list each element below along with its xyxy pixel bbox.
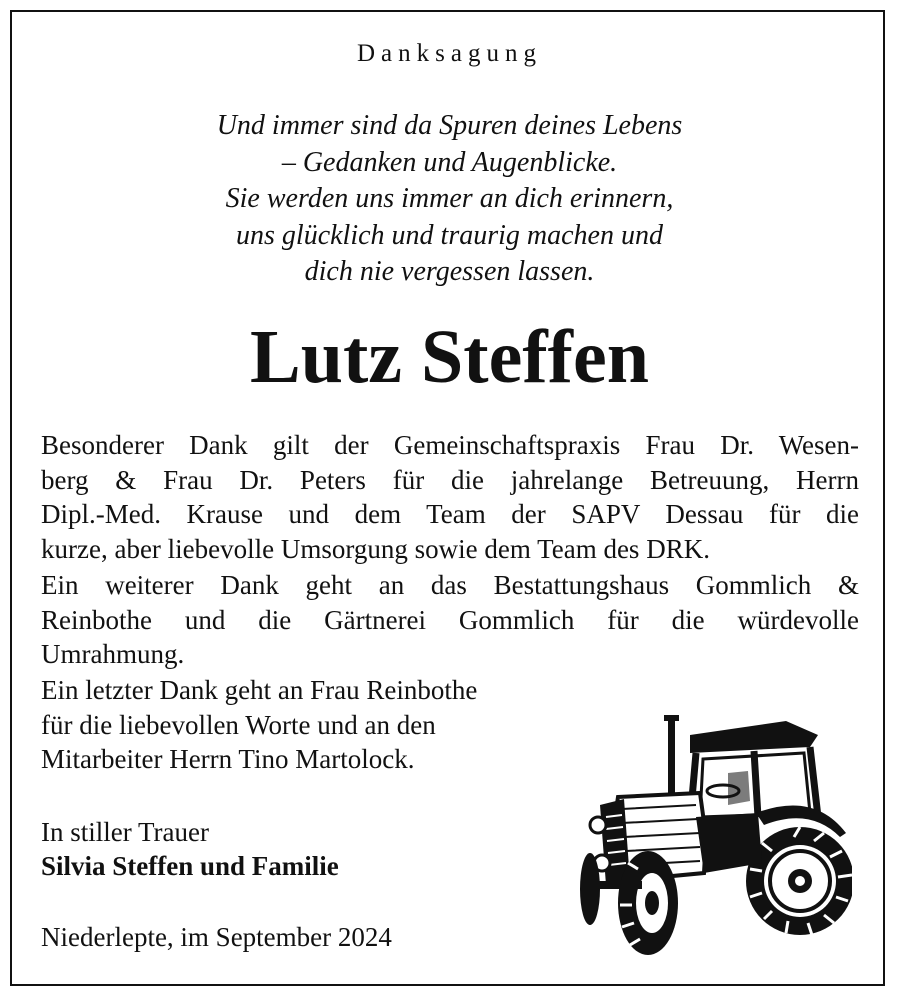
thanks-paragraph-3 (41, 673, 581, 777)
poem-line: Sie werden uns immer an dich erinnern, (225, 183, 674, 214)
place-date: Niederlepte, im September 2024 (41, 922, 392, 952)
paragraph-line: berg & Frau Dr. Peters für die jahrelange Betreuung, Herrn (41, 464, 859, 495)
closing-block (41, 815, 339, 883)
paragraph-line: Ein letzter Dank geht an Frau Reinbothe (41, 675, 478, 705)
poem-line: – Gedanken und Augenblicke. (281, 146, 618, 178)
paragraph-line: Reinbothe und die Gärtnerei Gommlich für die würdevolle (41, 604, 859, 635)
notice-heading: Danksagung (357, 40, 542, 67)
tractor-icon (578, 713, 852, 963)
paragraph-line: kurze, aber liebevolle Umsorgung sowie dem Team des DRK. (41, 534, 710, 565)
poem-line: dich nie vergessen lassen. (304, 256, 595, 287)
deceased-name: Lutz Steffen (250, 315, 649, 399)
poem (0, 108, 899, 291)
family-signature: Silvia Steffen und Familie (41, 851, 339, 881)
closing-phrase: In stiller Trauer (41, 817, 209, 847)
poem-line: Und immer sind da Spuren deines Lebens (216, 110, 683, 141)
paragraph-line: Ein weiterer Dank geht an das Bestattungshaus Gommlich & (41, 570, 859, 600)
paragraph-line: Mitarbeiter Herrn Tino Martolock. (41, 744, 415, 775)
paragraph-line: Dipl.-Med. Krause und dem Team der SAPV Dessau für die (41, 499, 859, 530)
paragraph-line: Umrahmung. (41, 639, 185, 670)
thanks-paragraph-2 (41, 568, 859, 672)
thanks-paragraph-1 (41, 428, 859, 567)
paragraph-line: Besonderer Dank gilt der Gemeinschaftspraxis Frau Dr. Wesen- (41, 430, 859, 460)
poem-line: uns glücklich und traurig machen und (236, 219, 663, 251)
paragraph-line: für die liebevollen Worte und an den (41, 709, 436, 740)
